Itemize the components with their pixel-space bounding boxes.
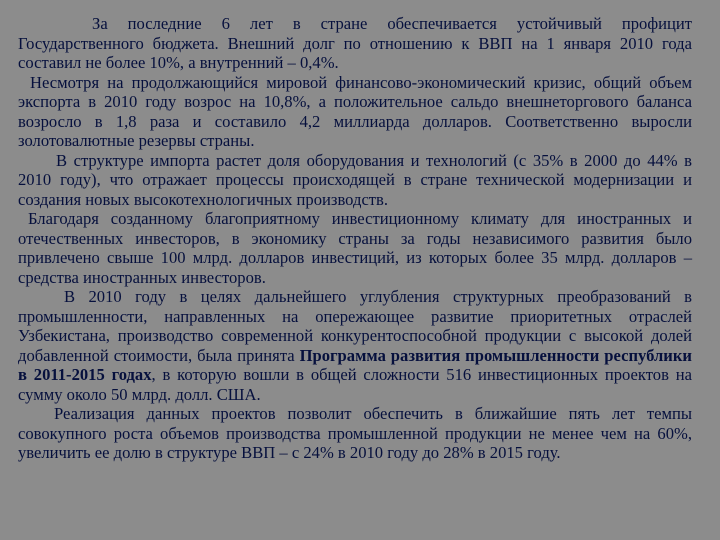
paragraph-projects-outcome: Реализация данных проектов позволит обеспечить в ближайшие пять лет темпы совокупного роста объемов производства промышленной продукции не менее чем на 60%, увеличить ее долю в структуре ВВП – с 24% в 2010 году до 28% в 2015 году. [18,404,692,462]
body-text [18,14,692,463]
paragraph-export-growth: Несмотря на продолжающийся мировой финансово-экономический кризис, общий объем экспорта в 2010 году возрос на 10,8%, а положительное сальдо внешнеторгового баланса возросло в 1,8 раза и составило 4,2 миллиарда долларов. Соответственно выросли золотовалютные резервы страны. [18,72,692,150]
industry-program-text-after: , в которую вошли в общей сложности 516 инвестиционных проектов на сумму около 50 млрд. долл. США. [18,365,693,404]
paragraph-budget-surplus: За последние 6 лет в стране обеспечивается устойчивый профицит Государственного бюджета. Внешний долг по отношению к ВВП на 1 января 2010 года составил не более 10%, а внутренний – 0,4%. [18,14,692,72]
industry-program-title: Программа развития промышленности республики в 2011-2015 годах [18,345,692,384]
industry-program-text-before: В 2010 году в целях дальнейшего углубления структурных преобразований в промышленности, направленных на опережающее развитие приоритетных отраслей Узбекистана, производство современной конкурентоспособной продукции с высокой долей добавленной стоимости, была принята [18,287,692,365]
paragraph-import-structure: В структуре импорта растет доля оборудования и технологий (с 35% в 2000 до 44% в 2010 году), что отражает процессы происходящей в стране технической модернизации и создания новых высокотехнологичных производств. [18,150,692,209]
paragraph-industry-program [18,287,692,404]
paragraph-investments: Благодаря созданному благоприятному инвестиционному климату для иностранных и отечественных инвесторов, в экономику страны за годы независимого развития было привлечено свыше 100 млрд. долларов инвестиций, из которых более 35 млрд. долларов – средства иностранных инвесторов. [18,209,692,287]
